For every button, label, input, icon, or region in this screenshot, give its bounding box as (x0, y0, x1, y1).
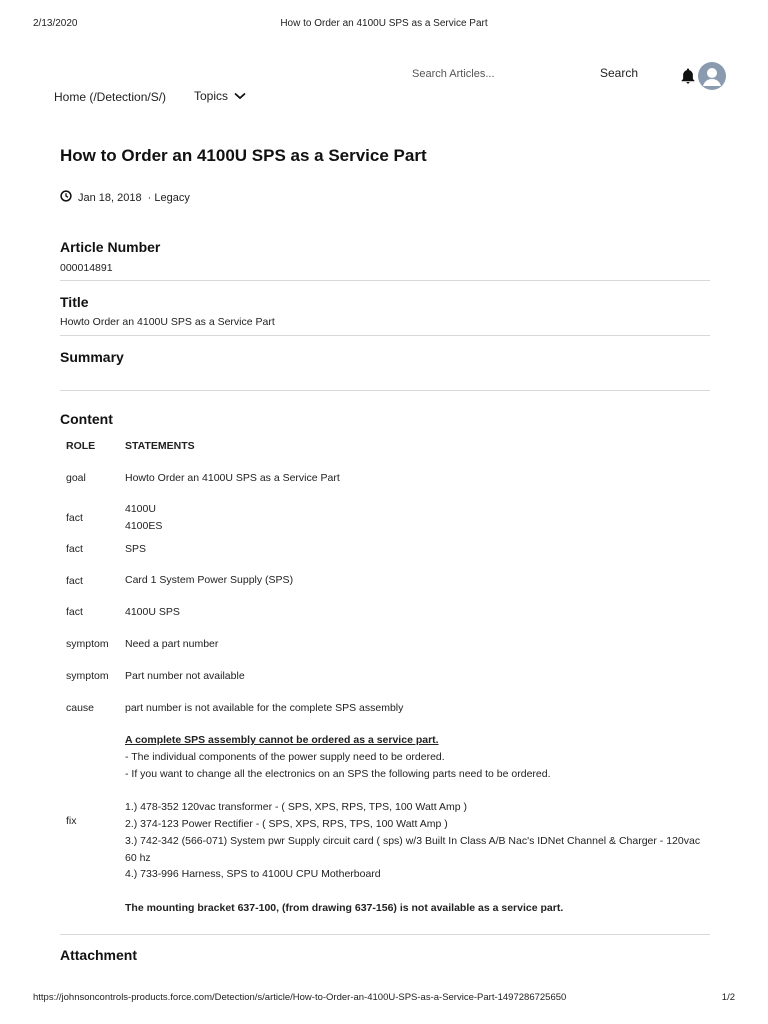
table-row (60, 598, 710, 626)
row-statement (125, 455, 710, 501)
footer-url: https://johnsoncontrols-products.force.com/Detection/s/article/How-to-Order-an-4100U-SPS-as-a-Service-Part-1497286725650 (33, 992, 567, 1003)
article-meta (60, 190, 190, 205)
row-role: cause (66, 702, 95, 714)
print-date: 2/13/2020 (33, 18, 78, 29)
row-role: fact (66, 606, 83, 618)
row-role: fact (66, 543, 83, 555)
table-row (60, 563, 710, 598)
table-row (60, 690, 710, 726)
bell-icon[interactable] (679, 67, 697, 85)
fix-line: - The individual components of the power supply need to be ordered. (125, 750, 445, 763)
row-statement-fix (125, 726, 710, 917)
divider (60, 280, 710, 281)
statement-line: Part number not available (125, 669, 245, 682)
statement-line: SPS (125, 542, 147, 555)
table-row-fix (60, 726, 710, 917)
table-row (60, 455, 710, 501)
row-statement (125, 662, 710, 690)
statement-line: Card 1 System Power Supply (SPS) (125, 574, 294, 586)
table-row (60, 501, 710, 535)
fix-footer: The mounting bracket 637-100, (from drawing 637-156) is not available as a service part. (125, 901, 564, 914)
user-avatar-icon[interactable] (698, 62, 726, 90)
nav-topics-menu[interactable] (194, 89, 246, 103)
statement-line: 4100U SPS (125, 605, 180, 618)
nav-home-link[interactable]: Home (/Detection/S/) (54, 90, 167, 104)
statement-line: part number is not available for the complete SPS assembly (125, 701, 404, 714)
row-role: symptom (66, 638, 109, 650)
fix-line: - If you want to change all the electronics on an SPS the following parts need to be ordered. (125, 767, 551, 780)
article-title: How to Order an 4100U SPS as a Service Part (60, 146, 427, 165)
fix-line: 1.) 478-352 120vac transformer - ( SPS, XPS, RPS, TPS, 100 Watt Amp ) (125, 801, 467, 814)
nav-topics-label: Topics (194, 89, 229, 103)
row-statement (125, 501, 710, 535)
statement-line: 4100U (125, 503, 156, 515)
row-statement (125, 690, 710, 726)
article-category: · Legacy (147, 191, 190, 204)
search-button[interactable]: Search (600, 66, 639, 80)
fix-heading: A complete SPS assembly cannot be ordered as a service part. (125, 734, 439, 746)
clock-icon (60, 190, 72, 205)
table-row (60, 535, 710, 563)
statement-line: Howto Order an 4100U SPS as a Service Part (125, 471, 340, 484)
header-statements: STATEMENTS (125, 440, 195, 452)
table-row (60, 626, 710, 662)
chevron-down-icon (234, 89, 246, 103)
content-label: Content (60, 411, 113, 427)
attachment-label: Attachment (60, 947, 138, 963)
article-number-value: 000014891 (60, 262, 113, 274)
title-label: Title (60, 294, 89, 310)
header-role: ROLE (66, 440, 96, 452)
article-date: Jan 18, 2018 (78, 191, 142, 204)
title-value: Howto Order an 4100U SPS as a Service Part (60, 316, 275, 328)
row-role: goal (66, 472, 86, 484)
print-title: How to Order an 4100U SPS as a Service Part (280, 18, 488, 29)
row-statement (125, 598, 710, 626)
summary-label: Summary (60, 349, 124, 365)
row-role: fact (66, 574, 83, 587)
fix-line: 3.) 742-342 (566-071) System pwr Supply circuit card ( sps) w/3 Built In Class A/B Nac's IDNet Channel & Charger - 120vac 60 hz (125, 834, 701, 864)
row-role: fix (66, 815, 77, 828)
table-row (60, 662, 710, 690)
row-statement (125, 535, 710, 563)
table-header-row (60, 437, 710, 455)
row-statement (125, 563, 710, 598)
footer-page-number: 1/2 (721, 992, 735, 1003)
row-role: symptom (66, 670, 109, 682)
statement-line: Need a part number (125, 637, 219, 650)
fix-line: 2.) 374-123 Power Rectifier - ( SPS, XPS, RPS, TPS, 100 Watt Amp ) (125, 817, 448, 830)
fix-line: 4.) 733-996 Harness, SPS to 4100U CPU Motherboard (125, 868, 381, 881)
search-input[interactable] (412, 65, 582, 83)
article-number-label: Article Number (60, 239, 161, 255)
row-statement (125, 626, 710, 662)
fix-line (125, 782, 710, 799)
divider (60, 390, 710, 391)
row-role: fact (66, 512, 83, 524)
fix-line (125, 883, 710, 900)
content-table (60, 437, 710, 917)
divider (60, 934, 710, 935)
divider (60, 335, 710, 336)
statement-line: 4100ES (125, 520, 163, 532)
